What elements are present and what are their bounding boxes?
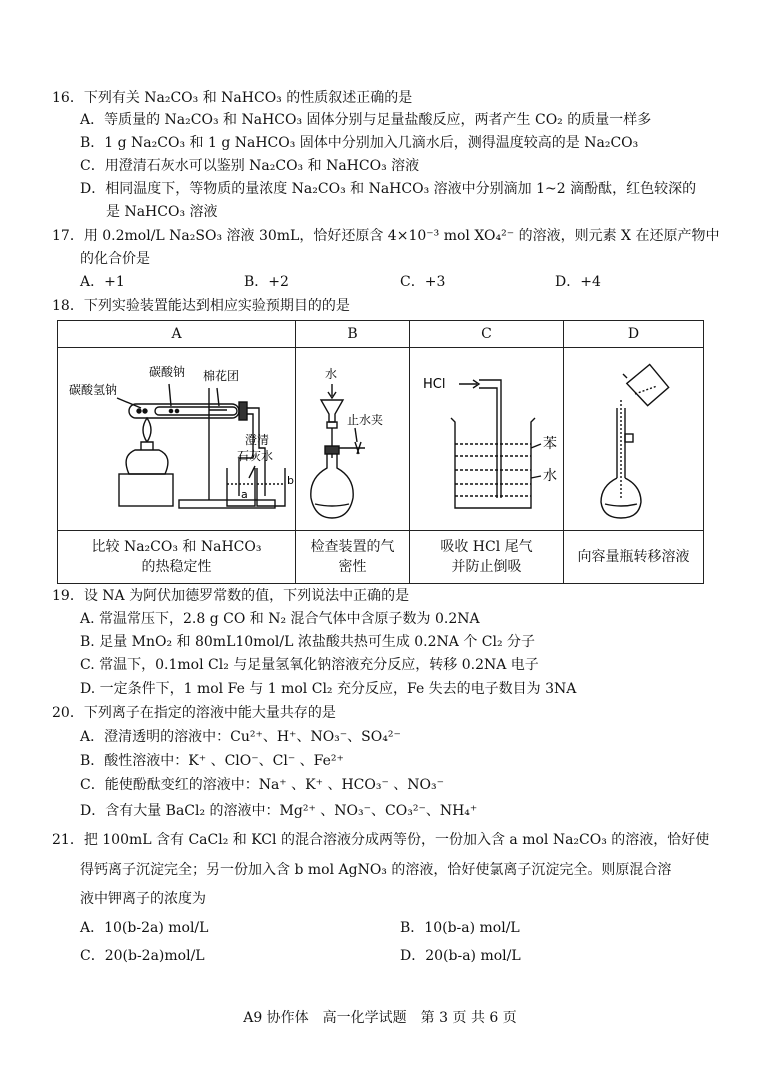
apparatus-b-cell — [296, 348, 410, 531]
q19-option-a: A. 常温常压下，2.8 g CO 和 N₂ 混合气体中含原子数为 0.2NA — [80, 611, 480, 627]
header-d: D — [564, 321, 704, 348]
q16-option-d: D．相同温度下，等物质的量浓度 Na₂CO₃ 和 NaHCO₃ 溶液中分别滴加 1~2 滴酚酞，红色较深的 — [80, 181, 697, 197]
q20-option-a: A．澄清透明的溶液中：Cu²⁺、H⁺、NO₃⁻、SO₄²⁻ — [80, 729, 401, 745]
q17-option-a: A．+1 — [80, 274, 125, 290]
header-a: A — [58, 321, 296, 348]
apparatus-d-cell — [564, 348, 704, 531]
q17-stem: 17．用 0.2mol/L Na₂SO₃ 溶液 30mL，恰好还原含 4×10⁻³ mol XO₄²⁻ 的溶液，则元素 X 在还原产物中 — [52, 228, 720, 244]
apparatus-a-cell — [58, 348, 296, 531]
label-water-b: 水 — [324, 367, 337, 381]
label-limewater-2: 石灰水 — [236, 449, 273, 463]
apparatus-c-diagram — [411, 348, 563, 524]
caption-b-line1: 检查装置的气 — [310, 539, 395, 555]
label-na2co3: 碳酸钠 — [148, 365, 185, 379]
caption-d-line1: 向容量瓶转移溶液 — [577, 549, 690, 565]
q16-option-b: B．1 g Na₂CO₃ 和 1 g NaHCO₃ 固体中分别加入几滴水后，测得温度较高的是 Na₂CO₃ — [80, 135, 639, 151]
caption-b — [296, 531, 410, 584]
q19-option-d: D. 一定条件下，1 mol Fe 与 1 mol Cl₂ 充分反应，Fe 失去的电子数目为 3NA — [80, 681, 577, 697]
header-c: C — [410, 321, 564, 348]
label-benzene: 苯 — [542, 436, 557, 452]
label-nahco3: 碳酸氢钠 — [68, 383, 117, 397]
apparatus-b-diagram — [297, 348, 409, 524]
label-limewater-1: 澄清 — [244, 433, 269, 447]
q21-option-a: A．10(b-2a) mol/L — [80, 920, 209, 936]
q21-option-d: D．20(b-a) mol/L — [400, 948, 521, 964]
caption-a-line1: 比较 Na₂CO₃ 和 NaHCO₃ — [91, 539, 262, 555]
q21-stem-cont-2: 液中钾离子的浓度为 — [80, 891, 206, 907]
caption-a-line2: 的热稳定性 — [141, 559, 212, 575]
q21-stem-cont-1: 得钙离子沉淀完全；另一份加入含 b mol AgNO₃ 的溶液，恰好使氯离子沉淀完全。则原混合溶 — [80, 862, 672, 878]
caption-b-line2: 密性 — [338, 559, 367, 575]
q17-option-c: C．+3 — [400, 274, 446, 290]
q16-option-d-cont: 是 NaHCO₃ 溶液 — [106, 204, 218, 220]
caption-a — [58, 531, 296, 584]
q20-option-d: D．含有大量 BaCl₂ 的溶液中：Mg²⁺ 、NO₃⁻、CO₃²⁻、NH₄⁺ — [80, 803, 478, 819]
label-water-c: 水 — [542, 468, 557, 484]
caption-d — [564, 531, 704, 584]
header-b: B — [296, 321, 410, 348]
apparatus-d-diagram — [565, 348, 703, 524]
q21-option-b: B．10(b-a) mol/L — [400, 920, 520, 936]
label-clamp: 止水夹 — [346, 413, 383, 427]
label-b: b — [286, 474, 294, 487]
q19-option-c: C. 常温下，0.1mol Cl₂ 与足量氢氧化钠溶液充分反应，转移 0.2NA 电子 — [80, 657, 539, 673]
apparatus-table — [57, 320, 704, 584]
apparatus-a-diagram — [59, 348, 295, 524]
caption-c-line2: 并防止倒吸 — [451, 559, 522, 575]
caption-c-line1: 吸收 HCl 尾气 — [440, 539, 533, 555]
q16-option-c: C．用澄清石灰水可以鉴别 Na₂CO₃ 和 NaHCO₃ 溶液 — [80, 158, 420, 174]
apparatus-c-cell — [410, 348, 564, 531]
q19-stem: 19．设 NA 为阿伏加德罗常数的值，下列说法中正确的是 — [52, 588, 410, 604]
label-cotton: 棉花团 — [202, 369, 239, 383]
q17-stem-cont: 的化合价是 — [80, 251, 150, 267]
page-footer: A9 协作体 高一化学试题 第 3 页 共 6 页 — [243, 1010, 517, 1026]
q20-stem: 20．下列离子在指定的溶液中能大量共存的是 — [52, 705, 336, 721]
q16-stem: 16．下列有关 Na₂CO₃ 和 NaHCO₃ 的性质叙述正确的是 — [52, 90, 413, 106]
caption-c — [410, 531, 564, 584]
q20-option-b: B．酸性溶液中：K⁺ 、ClO⁻、Cl⁻ 、Fe²⁺ — [80, 753, 344, 769]
q21-option-c: C．20(b-2a)mol/L — [80, 948, 205, 964]
q20-option-c: C．能使酚酞变红的溶液中：Na⁺ 、K⁺ 、HCO₃⁻ 、NO₃⁻ — [80, 777, 445, 793]
q19-option-b: B. 足量 MnO₂ 和 80mL10mol/L 浓盐酸共热可生成 0.2NA 个 Cl₂ 分子 — [80, 634, 536, 650]
q17-option-b: B．+2 — [244, 274, 289, 290]
q21-stem: 21．把 100mL 含有 CaCl₂ 和 KCl 的混合溶液分成两等份，一份加入含 a mol Na₂CO₃ 的溶液，恰好使 — [52, 832, 710, 848]
label-hcl: HCl — [422, 377, 445, 392]
q18-stem: 18．下列实验装置能达到相应实验预期目的的是 — [52, 298, 350, 314]
label-a: a — [240, 488, 248, 501]
q17-option-d: D．+4 — [555, 274, 601, 290]
q16-option-a: A．等质量的 Na₂CO₃ 和 NaHCO₃ 固体分别与足量盐酸反应，两者产生 CO₂ 的质量一样多 — [80, 112, 652, 128]
